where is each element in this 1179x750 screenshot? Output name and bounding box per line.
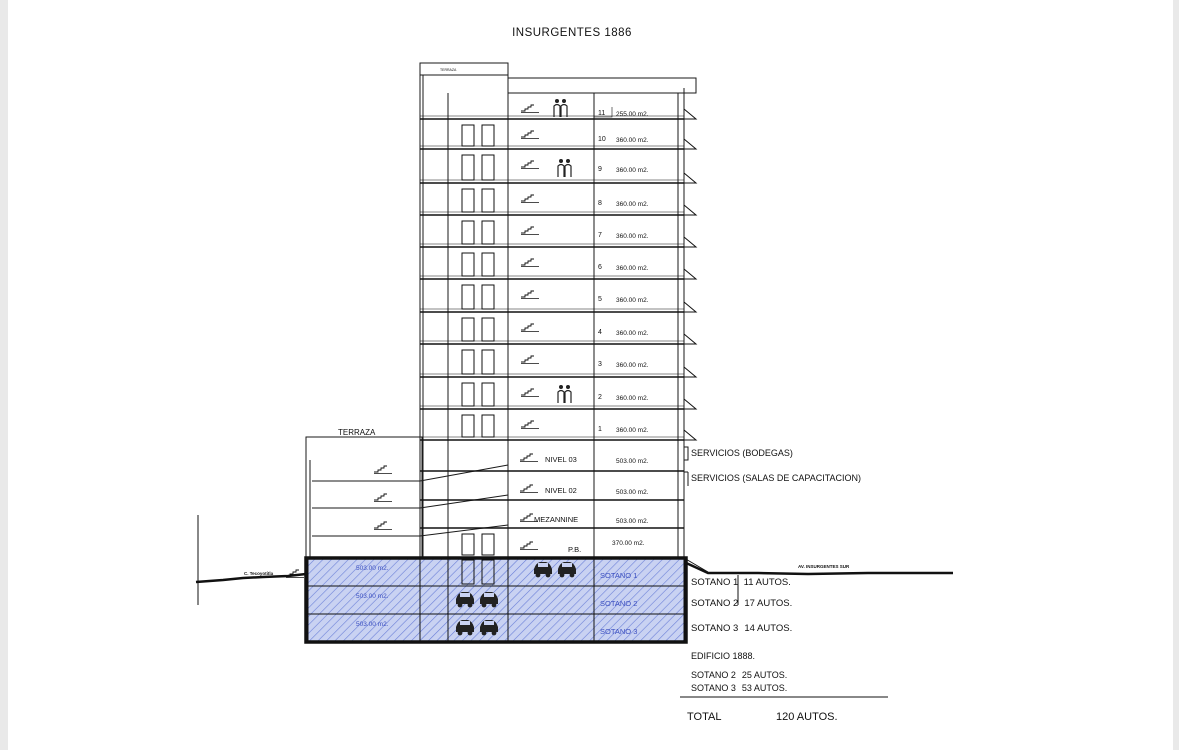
- roof-parapet: [508, 78, 696, 93]
- floor-7: [420, 221, 696, 247]
- floor-number: 10: [598, 136, 606, 143]
- podium-level: [420, 454, 684, 471]
- parking-row-2: SOTANO 2 17 AUTOS.: [691, 598, 793, 609]
- basement-name: SOTANO 1: [600, 571, 638, 580]
- floor-number: 1: [598, 426, 602, 433]
- floor-number: 9: [598, 166, 602, 173]
- floor-number: 7: [598, 232, 602, 239]
- podium-level-area: 370.00 m2.: [612, 540, 645, 547]
- floor-1: [420, 415, 696, 440]
- other-parking-row-1: SOTANO 2 25 AUTOS.: [691, 670, 788, 680]
- podium-level-area: 503.00 m2.: [616, 489, 649, 496]
- podium-west-block: [306, 437, 422, 558]
- basement-area: 503.00 m2.: [356, 593, 389, 600]
- floor-area: 360.00 m2.: [616, 137, 649, 144]
- podium-level: [420, 534, 684, 558]
- roof-stair-block: [420, 63, 508, 75]
- floor-area: 360.00 m2.: [616, 201, 649, 208]
- basement-area: 503.00 m2.: [356, 565, 389, 572]
- total-value: 120 AUTOS.: [776, 711, 838, 723]
- total-label: TOTAL: [687, 711, 722, 723]
- podium-level-area: 503.00 m2.: [616, 518, 649, 525]
- drawing-sheet: [8, 0, 1173, 750]
- other-building-title: EDIFICIO 1888.: [691, 651, 756, 661]
- floor-10: [420, 125, 696, 149]
- podium-level-name: MEZANNINE: [534, 515, 579, 524]
- parking-summary: [680, 577, 888, 723]
- floor-area: 255.00 m2.: [616, 111, 649, 118]
- floor-area: 360.00 m2.: [616, 362, 649, 369]
- servicios-salas-label: SERVICIOS (SALAS DE CAPACITACION): [691, 473, 862, 483]
- drawing-title: INSURGENTES 1886: [512, 27, 632, 39]
- podium-level: [420, 514, 684, 528]
- floor-number: 5: [598, 296, 602, 303]
- parking-row-3: SOTANO 3 14 AUTOS.: [691, 623, 793, 634]
- podium-level-name: P.B.: [568, 545, 582, 554]
- parking-row-1: SOTANO 1 11 AUTOS.: [691, 577, 791, 588]
- roof-tag-label: TERRAZA: [440, 68, 457, 72]
- other-parking-row-2: SOTANO 3 53 AUTOS.: [691, 683, 788, 693]
- podium-level-name: NIVEL 03: [545, 455, 577, 464]
- floor-4: [420, 318, 696, 344]
- basement-1: [308, 558, 684, 586]
- basement-name: SOTANO 3: [600, 627, 638, 636]
- person-figures: [554, 99, 571, 403]
- floor-area: 360.00 m2.: [616, 330, 649, 337]
- floor-number: 3: [598, 361, 602, 368]
- basement-3: [308, 614, 684, 642]
- floor-number: 6: [598, 264, 602, 271]
- floor-area: 360.00 m2.: [616, 233, 649, 240]
- podium-level-area: 503.00 m2.: [616, 458, 649, 465]
- floor-number: 4: [598, 329, 602, 336]
- basement-name: SOTANO 2: [600, 599, 638, 608]
- floor-5: [420, 285, 696, 312]
- terraza-label: TERRAZA: [338, 428, 376, 437]
- floor-number: 2: [598, 394, 602, 401]
- floor-6: [420, 253, 696, 279]
- basement-area: 503.00 m2.: [356, 621, 389, 628]
- floor-area: 360.00 m2.: [616, 265, 649, 272]
- servicios-bodegas-label: SERVICIOS (BODEGAS): [691, 448, 793, 458]
- street-right-label: AV. INSURGENTES SUR: [798, 564, 850, 569]
- basement-2: [308, 586, 684, 614]
- street-left-label: C. Tecoyotitla: [244, 571, 274, 576]
- floor-area: 360.00 m2.: [616, 395, 649, 402]
- floor-area: 360.00 m2.: [616, 427, 649, 434]
- floor-8: [420, 189, 696, 215]
- podium-level-name: NIVEL 02: [545, 486, 577, 495]
- podium-level: [420, 485, 684, 500]
- floor-number: 8: [598, 200, 602, 207]
- floor-11: [420, 105, 696, 119]
- floor-number: 11: [598, 110, 606, 117]
- floor-area: 360.00 m2.: [616, 297, 649, 304]
- floor-3: [420, 350, 696, 377]
- floor-area: 360.00 m2.: [616, 167, 649, 174]
- building-section-drawing: [8, 0, 1173, 750]
